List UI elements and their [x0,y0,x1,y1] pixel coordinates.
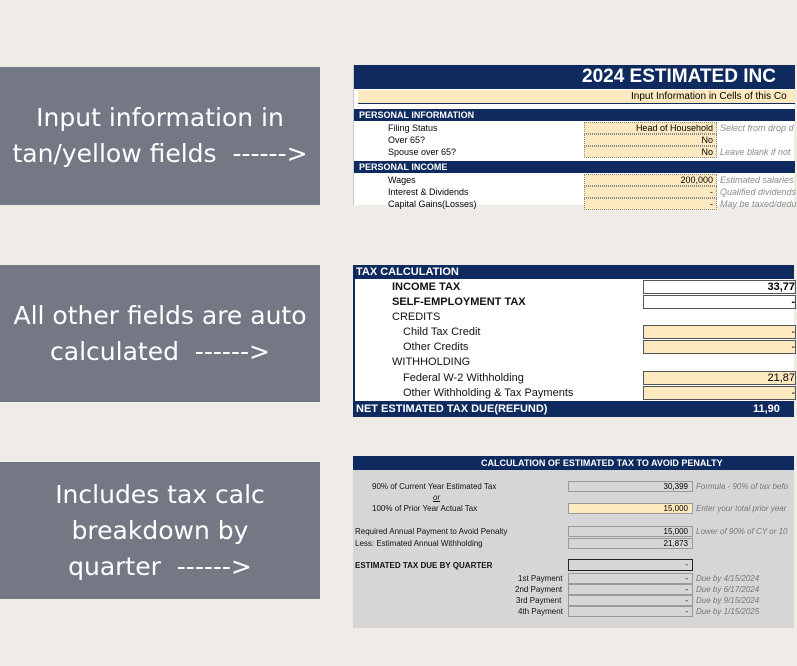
annual-withholding-label: Less: Estimated Annual Withholding [355,539,483,548]
required-payment-label: Required Annual Payment to Avoid Penalty [355,527,508,536]
current-year-tax-value: 30,399 [568,481,693,492]
capital-gains-label: Capital Gains(Losses) [388,199,477,209]
quarter-payment-note: Due by 4/15/2024 [696,574,760,583]
tax-calculation-heading: TAX CALCULATION [353,265,794,279]
net-estimated-tax-value: 11,90 [753,403,780,415]
callout-line: quarter ------> [68,551,252,581]
net-estimated-tax-label: NET ESTIMATED TAX DUE(REFUND) [356,403,548,415]
income-tax-label: INCOME TAX [392,281,461,293]
child-tax-credit-input[interactable]: - [643,325,796,339]
interest-dividends-note: Qualified dividends [720,187,797,197]
self-employment-tax-label: SELF-EMPLOYMENT TAX [392,296,526,308]
prior-year-tax-input[interactable]: 15,000 [568,503,693,514]
current-year-tax-label: 90% of Current Year Estimated Tax [372,482,497,491]
interest-dividends-label: Interest & Dividends [388,187,469,197]
spouse-over-65-label: Spouse over 65? [388,147,457,157]
quarter-payment-note: Due by 6/17/2024 [696,585,760,594]
interest-dividends-input[interactable]: - [584,186,717,198]
wages-label: Wages [388,175,416,185]
spreadsheet-input-panel [353,65,797,209]
filing-status-input[interactable]: Head of Household [584,122,717,134]
penalty-calculation-panel [353,456,794,628]
sheet-title: 2024 ESTIMATED INC [354,65,795,89]
capital-gains-note: May be taxed/dedu [720,199,797,209]
federal-w2-withholding-input[interactable]: 21,87 [643,371,796,385]
wages-note: Estimated salaries [720,175,794,185]
required-payment-note: Lower of 90% of CY or 10 [696,527,788,536]
income-tax-value: 33,77 [643,280,796,294]
over-65-label: Over 65? [388,135,426,145]
required-payment-value: 15,000 [568,526,693,537]
callout-auto-calculated [0,265,320,402]
spouse-over-65-note: Leave blank if not [720,147,791,157]
tax-due-by-quarter-label: ESTIMATED TAX DUE BY QUARTER [355,561,493,570]
withholding-label: WITHHOLDING [392,356,471,368]
quarter-payment-label: 3rd Payment [516,596,562,605]
section-personal-income: PERSONAL INCOME [354,161,795,173]
quarter-payment-value: - [568,595,693,606]
quarter-payment-label: 4th Payment [518,607,563,616]
callout-input-info [0,67,320,205]
sheet-subtitle: Input Information in Cells of this Co [358,90,795,104]
callout-line: Includes tax calc [55,479,265,509]
section-personal-information: PERSONAL INFORMATION [354,109,795,121]
quarter-payment-note: Due by 9/15/2024 [696,596,760,605]
tax-due-by-quarter-value: - [568,559,693,571]
other-credits-label: Other Credits [403,341,469,353]
callout-line: Input information in [36,103,284,132]
quarter-payment-label: 2nd Payment [515,585,563,594]
current-year-tax-note: Formula - 90% of tax befo [696,482,789,491]
capital-gains-input[interactable]: - [584,198,717,210]
child-tax-credit-label: Child Tax Credit [403,326,481,338]
net-estimated-tax-row [353,401,794,417]
self-employment-tax-value: - [643,295,796,309]
other-credits-input[interactable]: - [643,340,796,354]
prior-year-tax-note: Enter your total prior year [696,504,787,513]
callout-line: All other fields are auto [13,300,307,330]
quarter-payment-value: - [568,584,693,595]
callout-line: calculated ------> [50,336,270,366]
filing-status-note: Select from drop d [720,123,794,133]
other-withholding-input[interactable]: - [643,386,796,400]
callout-line: tan/yellow fields ------> [12,139,308,168]
quarter-payment-value: - [568,573,693,584]
quarter-payment-value: - [568,606,693,617]
spouse-over-65-input[interactable]: No [584,146,717,158]
credits-label: CREDITS [392,311,441,323]
or-label: or [433,493,441,502]
filing-status-label: Filing Status [388,123,438,133]
other-withholding-label: Other Withholding & Tax Payments [403,387,574,399]
wages-input[interactable]: 200,000 [584,174,717,186]
quarter-payment-label: 1st Payment [518,574,563,583]
tax-calculation-panel [353,265,794,417]
over-65-input[interactable]: No [584,134,717,146]
callout-line: breakdown by [71,515,249,545]
federal-w2-withholding-label: Federal W-2 Withholding [403,372,524,384]
annual-withholding-value: 21,873 [568,538,693,549]
prior-year-tax-label: 100% of Prior Year Actual Tax [372,504,478,513]
quarter-payment-note: Due by 1/15/2025 [696,607,760,616]
callout-quarter-breakdown [0,462,320,599]
penalty-calculation-heading: CALCULATION OF ESTIMATED TAX TO AVOID PENALTY [353,456,794,470]
